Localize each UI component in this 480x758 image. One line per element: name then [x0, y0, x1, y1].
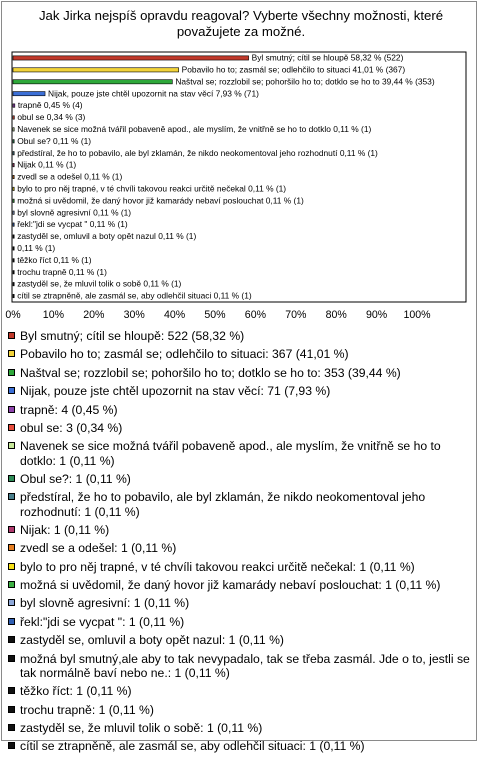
- x-tick-label: 60%: [244, 309, 267, 321]
- legend-label: předstíral, že ho to pobavilo, ale byl zklamán, že nikdo neokomentoval jeho rozhodnutí: 1 (0,11 %): [20, 490, 426, 519]
- legend-swatch: [8, 581, 15, 588]
- bar: [13, 80, 172, 84]
- bar: [13, 282, 14, 285]
- bar-label: trochu trapně 0,11 % (1): [17, 266, 107, 277]
- legend-item: [8, 403, 470, 417]
- bar-label: možná si uvědomil, že daný hovor již kamarády nebaví poslouchat 0,11 % (1): [17, 195, 304, 206]
- bar-label: Nijak 0,11 % (1): [17, 159, 77, 170]
- legend-swatch: [8, 742, 15, 749]
- bar-label: obul se 0,34 % (3): [17, 112, 86, 123]
- legend-swatch: [8, 442, 15, 449]
- bar-label: Nijak, pouze jste chtěl upozornit na stav věcí 7,93 % (71): [48, 88, 259, 99]
- bar-label: těžko říct 0,11 % (1): [17, 254, 92, 265]
- bar-chart: [0, 0, 480, 330]
- legend-swatch: [8, 387, 15, 394]
- bar-label: bylo to pro něj trapné, v té chvíli takovou reakci určitě nečekal 0,11 % (1): [17, 183, 287, 194]
- legend-label: trapně: 4 (0,45 %): [20, 402, 118, 417]
- legend-swatch: [8, 406, 15, 413]
- bar: [13, 211, 14, 214]
- legend-label: řekl:"jdi se vycpat ": 1 (0,11 %): [20, 614, 185, 629]
- legend-item: [8, 439, 470, 467]
- chart-title: Jak Jirka nejspíš opravdu reagoval? Vyberte všechny možnosti, které považujete za možné.: [38, 8, 444, 39]
- legend-item: [8, 490, 470, 518]
- bar: [13, 259, 14, 262]
- legend-item: [8, 366, 470, 380]
- x-tick-label: 10%: [42, 309, 65, 321]
- legend-item: [8, 721, 470, 735]
- x-tick-label: 70%: [285, 309, 307, 321]
- bar-label: zvedl se a odešel 0,11 % (1): [17, 171, 123, 182]
- legend-label: Naštval se; rozzlobil se; pohoršilo ho to; dotklo se ho to: 353 (39,44 %): [20, 365, 401, 380]
- legend-swatch: [8, 475, 15, 482]
- legend-label: zastyděl se, že mluvil tolik o sobě: 1 (0,11 %): [20, 721, 263, 736]
- bar-label: Navenek se sice možná tvářil pobaveně apod., ale myslím, že vnitřně se ho to dotklo 0,11 % (1): [17, 123, 372, 134]
- bar-label: byl slovně agresivní 0,11 % (1): [17, 207, 132, 218]
- legend-swatch: [8, 618, 15, 625]
- legend-swatch: [8, 424, 15, 431]
- bar: [13, 199, 14, 202]
- bar: [13, 187, 14, 190]
- legend-swatch: [8, 724, 15, 731]
- x-tick-label: 20%: [83, 309, 105, 321]
- legend-swatch: [8, 332, 15, 339]
- bar: [13, 294, 14, 297]
- bar: [13, 223, 14, 226]
- legend-item: [8, 347, 470, 361]
- bar-label: Pobavilo ho to; zasmál se; odlehčilo to situaci 41,01 % (367): [181, 64, 406, 75]
- bar: [13, 116, 14, 119]
- legend-label: těžko říct: 1 (0,11 %): [20, 684, 132, 699]
- legend-label: Nijak, pouze jste chtěl upozornit na stav věcí: 71 (7,93 %): [20, 384, 331, 399]
- legend-item: [8, 703, 470, 717]
- legend-label: Nijak: 1 (0,11 %): [20, 522, 110, 537]
- legend-item: [8, 329, 470, 343]
- legend-swatch: [8, 493, 15, 500]
- bar: [13, 92, 45, 96]
- bar: [13, 235, 14, 238]
- legend-label: možná si uvědomil, že daný hovor již kamarády nebaví poslouchat: 1 (0,11 %): [20, 578, 441, 593]
- bar: [13, 56, 249, 60]
- legend-swatch: [8, 544, 15, 551]
- legend-item: [8, 739, 470, 753]
- legend-label: byl slovně agresivní: 1 (0,11 %): [20, 596, 190, 611]
- bar: [13, 104, 15, 107]
- x-tick-label: 0%: [5, 309, 21, 321]
- legend-swatch: [8, 655, 15, 662]
- bar-label: cítil se ztrapněně, ale zasmál se, aby odlehčil situaci 0,11 % (1): [17, 290, 252, 301]
- legend-swatch: [8, 636, 15, 643]
- legend-item: [8, 472, 470, 486]
- legend-item: [8, 615, 470, 629]
- x-tick-label: 40%: [163, 309, 186, 321]
- bar-label: Byl smutný; cítil se hloupě 58,32 % (522): [251, 52, 404, 63]
- bar: [13, 151, 14, 154]
- legend-swatch: [8, 369, 15, 376]
- legend-swatch: [8, 350, 15, 357]
- bar-label: zastyděl se, omluvil a boty opět nazul 0,11 % (1): [17, 231, 197, 242]
- legend-item: [8, 384, 470, 398]
- x-tick-label: 80%: [325, 309, 347, 321]
- bar: [13, 247, 14, 250]
- bar-label: Naštval se; rozzlobil se; pohoršilo ho to; dotklo se ho to 39,44 % (353): [175, 76, 435, 87]
- legend-item: [8, 578, 470, 592]
- legend-item: [8, 560, 470, 574]
- legend-label: zvedl se a odešel: 1 (0,11 %): [20, 541, 177, 556]
- x-tick-label: 90%: [365, 309, 388, 321]
- legend-item: [8, 523, 470, 537]
- bar: [13, 271, 14, 274]
- legend-label: bylo to pro něj trapné, v té chvíli takovou reakci určitě nečekal: 1 (0,11 %): [20, 559, 415, 574]
- legend-label: Pobavilo ho to; zasmál se; odlehčilo to situaci: 367 (41,01 %): [20, 347, 349, 362]
- x-tick-label: 100%: [403, 309, 431, 321]
- legend-label: trochu trapně: 1 (0,11 %): [20, 702, 154, 717]
- legend-label: Obul se?: 1 (0,11 %): [20, 471, 131, 486]
- legend-label: obul se: 3 (0,34 %): [20, 420, 123, 435]
- bar: [13, 140, 14, 143]
- bar: [13, 128, 14, 131]
- legend-label: Byl smutný; cítil se hloupě: 522 (58,32 %): [20, 329, 245, 343]
- legend-label: možná byl smutný,ale aby to tak nevypadalo, tak se třeba zasmál. Jde o to, jestli se tak normálně baví nebo ne.: 1 (0,11 %): [20, 651, 470, 680]
- legend-swatch: [8, 687, 15, 694]
- legend-item: [8, 596, 470, 610]
- x-tick-label: 50%: [204, 309, 226, 321]
- bar-label: zastyděl se, že mluvil tolik o sobě 0,11 % (1): [17, 278, 182, 289]
- legend-swatch: [8, 599, 15, 606]
- bar: [13, 163, 14, 166]
- bar-label: trapně 0,45 % (4): [17, 100, 83, 111]
- bar: [13, 68, 179, 72]
- legend-item: [8, 652, 470, 680]
- legend-label: zastyděl se, omluvil a boty opět nazul: 1 (0,11 %): [20, 633, 284, 648]
- bar-label: řekl:"jdi se vycpat " 0,11 % (1): [17, 219, 128, 230]
- bar-label: 0,11 % (1): [17, 243, 56, 254]
- bar-label: Obul se? 0,11 % (1): [17, 135, 92, 146]
- legend-label: cítil se ztrapněně, ale zasmál se, aby odlehčil situaci: 1 (0,11 %): [20, 739, 365, 754]
- legend-swatch: [8, 563, 15, 570]
- x-tick-label: 30%: [123, 309, 145, 321]
- legend-item: [8, 421, 470, 435]
- chart-legend: [8, 329, 470, 758]
- legend-item: [8, 633, 470, 647]
- legend-item: [8, 541, 470, 555]
- legend-swatch: [8, 706, 15, 713]
- legend-item: [8, 684, 470, 698]
- legend-label: Navenek se sice možná tvářil pobaveně apod., ale myslím, že vnitřně se ho to dotklo: 1 (0,11 %): [20, 439, 441, 468]
- bar: [13, 175, 14, 178]
- legend-swatch: [8, 526, 15, 533]
- bar-label: předstíral, že ho to pobavilo, ale byl zklamán, že nikdo neokomentoval jeho rozhodnutí 0,11 % (1): [17, 147, 378, 158]
